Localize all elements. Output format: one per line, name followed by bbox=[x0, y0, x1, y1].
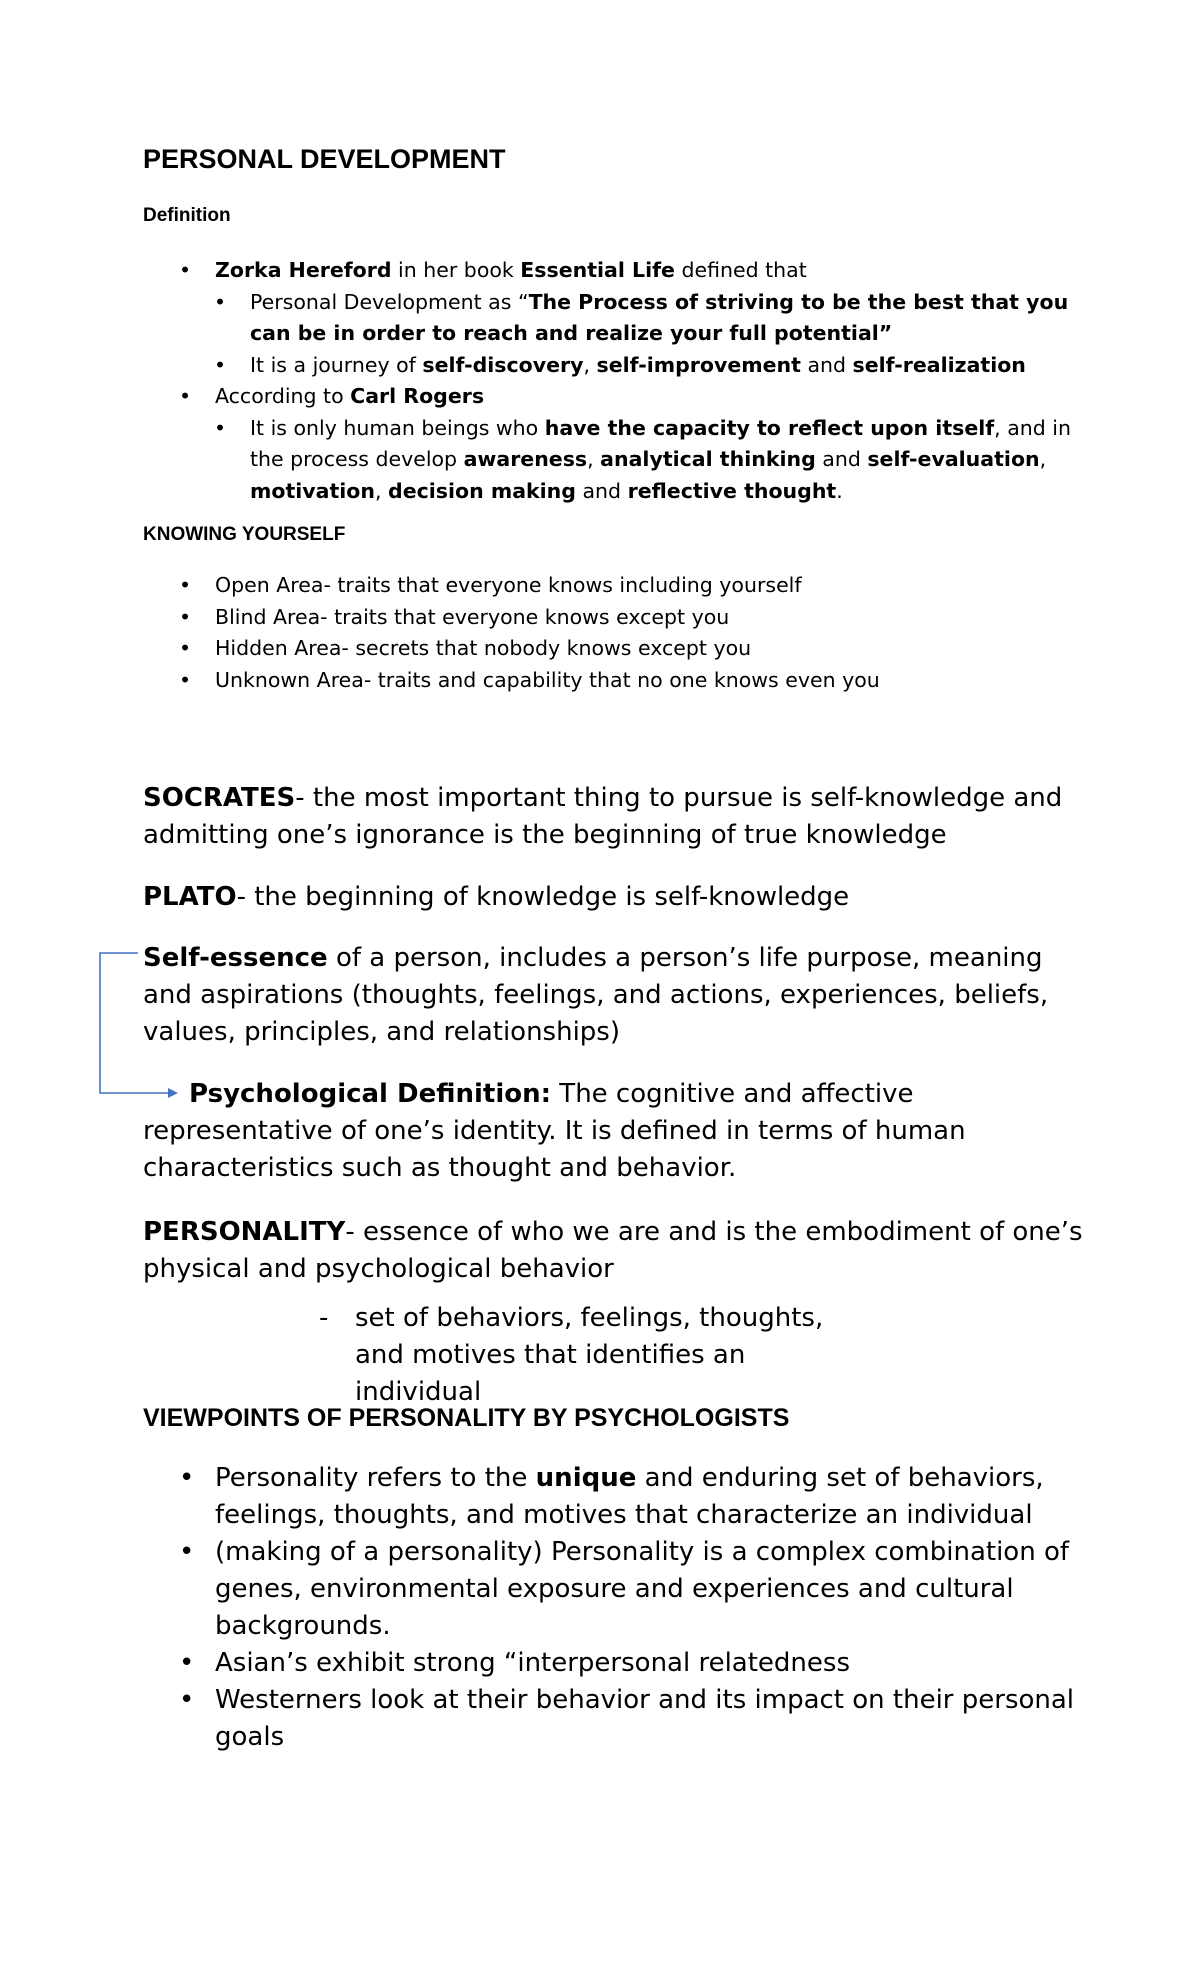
list-item-text: Open Area- traits that everyone knows including yourself bbox=[215, 573, 802, 597]
quote: The Process of striving to be the best that you can be in order to reach and realize your full potential” bbox=[250, 289, 1069, 345]
bullet-icon: • bbox=[179, 1648, 195, 1678]
text: , bbox=[1039, 447, 1047, 471]
list-item bbox=[143, 570, 1083, 602]
list-item bbox=[143, 381, 1083, 413]
list-item bbox=[143, 287, 1083, 350]
term: awareness bbox=[463, 447, 588, 471]
term: decision making bbox=[388, 478, 576, 503]
text: and bbox=[815, 447, 868, 471]
knowing-yourself-list bbox=[143, 570, 1083, 696]
philosopher-name: PLATO bbox=[143, 882, 237, 912]
list-item bbox=[143, 1534, 1083, 1645]
list-item bbox=[143, 1460, 1083, 1534]
list-item bbox=[143, 1682, 1083, 1756]
list-item bbox=[143, 350, 1083, 382]
plato-paragraph bbox=[143, 879, 1083, 916]
text: and bbox=[575, 478, 628, 503]
text: Personality refers to the bbox=[215, 1463, 536, 1493]
list-item bbox=[143, 602, 1083, 634]
bullet-icon: • bbox=[179, 1463, 195, 1493]
text: . bbox=[836, 478, 843, 503]
philosopher-name: SOCRATES bbox=[143, 783, 296, 813]
dash-marker: - bbox=[319, 1303, 329, 1333]
term: self-realization bbox=[852, 352, 1026, 377]
book-title: Essential Life bbox=[520, 258, 675, 282]
list-item-text: Blind Area- traits that everyone knows except you bbox=[215, 604, 730, 629]
text: - essence of who we are and is the embodiment of one’s physical and psychological behavior bbox=[143, 1217, 1083, 1284]
text: set of behaviors, feelings, thoughts, and motives that identifies an individual bbox=[355, 1303, 824, 1407]
bullet-icon: • bbox=[179, 604, 192, 629]
list-item bbox=[143, 633, 1083, 665]
text: According to bbox=[215, 384, 351, 408]
bullet-icon: • bbox=[179, 1685, 195, 1715]
text: , bbox=[587, 447, 601, 471]
list-item bbox=[143, 1645, 1083, 1682]
page-title: PERSONAL DEVELOPMENT bbox=[143, 144, 506, 174]
text: Personal Development as “ bbox=[250, 289, 529, 314]
viewpoints-list bbox=[143, 1460, 1083, 1756]
term: motivation bbox=[250, 478, 375, 503]
term: PERSONALITY bbox=[143, 1217, 346, 1247]
viewpoints-heading: VIEWPOINTS OF PERSONALITY BY PSYCHOLOGISTS bbox=[143, 1404, 790, 1432]
term: Self-essence bbox=[143, 943, 328, 973]
term: self-improvement bbox=[596, 352, 801, 377]
list-item-text: Hidden Area- secrets that nobody knows except you bbox=[215, 636, 752, 660]
list-item-text: Unknown Area- traits and capability that no one knows even you bbox=[215, 667, 880, 692]
bullet-icon: • bbox=[214, 415, 227, 440]
definition-list bbox=[143, 255, 1083, 507]
text: Asian’s exhibit strong “interpersonal relatedness bbox=[215, 1648, 850, 1678]
bullet-icon: • bbox=[179, 636, 192, 660]
text: The cognitive and affective representative of one’s identity. It is defined in terms of human characteristics such as thought and behavior. bbox=[143, 1079, 966, 1183]
personality-paragraph bbox=[143, 1214, 1083, 1288]
text: It is a journey of bbox=[250, 352, 423, 377]
author-name: Carl Rogers bbox=[350, 384, 485, 408]
bullet-icon: • bbox=[179, 667, 192, 692]
term: have the capacity to reflect upon itself bbox=[544, 415, 995, 440]
text: - the beginning of knowledge is self-knowledge bbox=[236, 882, 850, 912]
psychological-definition-paragraph bbox=[143, 1076, 1083, 1187]
term: Psychological Definition: bbox=[189, 1079, 552, 1109]
text: and bbox=[800, 352, 853, 377]
term: analytical thinking bbox=[600, 447, 816, 471]
bullet-icon: • bbox=[179, 384, 192, 408]
term: self-evaluation bbox=[867, 447, 1040, 471]
text: and enduring set of behaviors, feelings, thoughts, and motives that characterize an individual bbox=[215, 1463, 1044, 1530]
text: defined that bbox=[674, 258, 807, 282]
bullet-icon: • bbox=[214, 289, 227, 314]
text: , bbox=[374, 478, 389, 503]
text: It is only human beings who bbox=[250, 415, 545, 440]
text: , and in the process develop bbox=[250, 415, 1071, 471]
knowing-yourself-heading: KNOWING YOURSELF bbox=[143, 524, 346, 545]
self-essence-paragraph bbox=[143, 940, 1083, 1051]
list-item bbox=[143, 413, 1083, 508]
text: Westerners look at their behavior and its impact on their personal goals bbox=[215, 1685, 1075, 1752]
author-name: Zorka Hereford bbox=[215, 258, 392, 282]
bullet-icon: • bbox=[179, 1537, 195, 1567]
text: of a person, includes a person’s life purpose, meaning and aspirations (thoughts, feelings, and actions, experiences, beliefs, values, principles, and relationships) bbox=[143, 943, 1049, 1047]
bullet-icon: • bbox=[179, 573, 192, 597]
term: unique bbox=[535, 1463, 637, 1493]
list-item bbox=[143, 255, 1083, 287]
list-item bbox=[143, 665, 1083, 697]
bullet-icon: • bbox=[214, 352, 227, 377]
definition-heading: Definition bbox=[143, 205, 231, 226]
personality-dash-item bbox=[143, 1300, 871, 1411]
text: (making of a personality) Personality is a complex combination of genes, environmental exposure and experiences and cultural backgrounds. bbox=[215, 1537, 1070, 1641]
term: self-discovery bbox=[422, 352, 584, 377]
text: , bbox=[583, 352, 597, 377]
bullet-icon: • bbox=[179, 258, 192, 282]
text: in her book bbox=[391, 258, 521, 282]
socrates-paragraph bbox=[143, 780, 1083, 854]
text: - the most important thing to pursue is self-knowledge and admitting one’s ignorance is the beginning of true knowledge bbox=[143, 783, 1063, 850]
term: reflective thought bbox=[627, 478, 837, 503]
